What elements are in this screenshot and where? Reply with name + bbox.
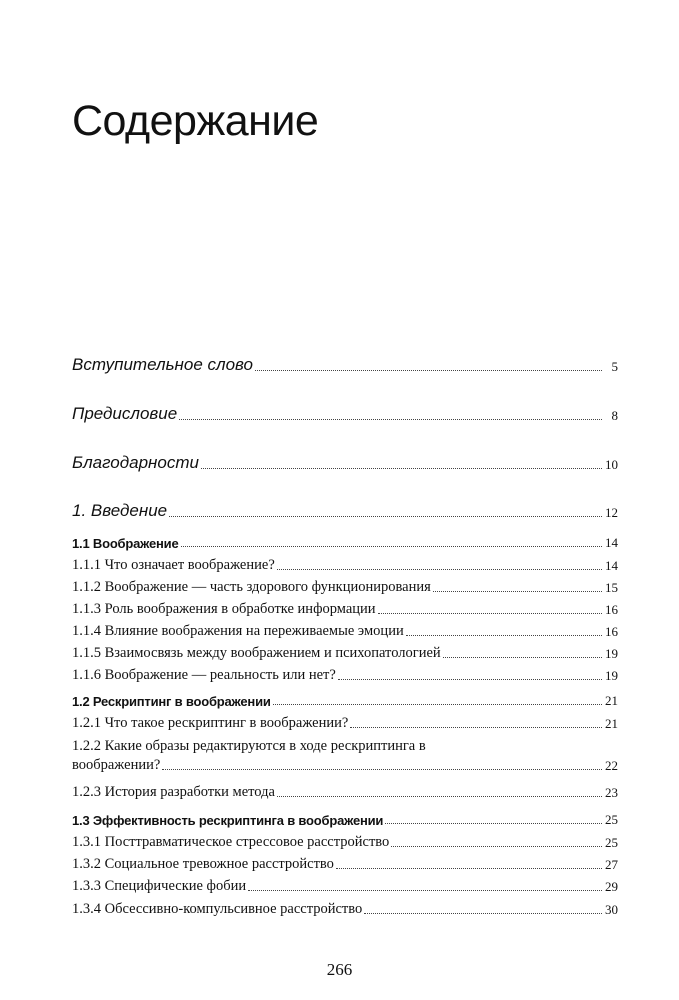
toc-entry-section-1-2: [72, 693, 618, 709]
toc-page-number: 22: [605, 758, 618, 773]
dot-leader: [433, 591, 602, 592]
toc-page-number: 27: [605, 857, 618, 872]
toc-entry-title: 1.1.4 Влияние воображения на переживаемые эмоции: [72, 623, 404, 639]
toc-entry-title: 1.3.2 Социальное тревожное расстройство: [72, 856, 334, 872]
toc-entry-title: 1.1.3 Роль воображения в обработке информации: [72, 601, 376, 617]
toc-entry-1-1-2: [72, 579, 618, 596]
toc-entry-title: Благодарности: [72, 453, 199, 472]
toc-page-number: 23: [605, 785, 618, 800]
toc-entry-last-row: [72, 757, 618, 774]
toc-page-number: 29: [605, 879, 618, 894]
dot-leader: [336, 868, 602, 869]
toc-entry-title: 1.3.3 Специфические фобии: [72, 878, 247, 894]
toc-entry-1-1-5: [72, 645, 618, 662]
toc-entry-title: 1.1 Воображение: [72, 536, 179, 551]
dot-leader: [201, 468, 602, 469]
toc-page-number: 5: [611, 359, 618, 374]
toc-page-number: 19: [605, 668, 618, 683]
toc-page-number: 14: [605, 535, 618, 550]
dot-leader: [406, 635, 602, 636]
toc-entry-section-1-3: [72, 812, 618, 828]
toc-page-number: 16: [605, 602, 618, 617]
toc-entry-title: Предисловие: [72, 404, 178, 423]
toc-entry-1-3-4: [72, 901, 618, 918]
dot-leader: [385, 823, 602, 824]
toc-entry-1-1-1: [72, 557, 618, 574]
dot-leader: [162, 769, 602, 770]
dot-leader: [181, 546, 602, 547]
toc-entry-title: 1.1.2 Воображение — часть здорового функционирования: [72, 579, 431, 595]
toc-entry-title: 1.3.4 Обсессивно-компульсивное расстройство: [72, 901, 363, 917]
toc-page-number: 25: [605, 835, 618, 850]
toc-entry-chapter-1: [72, 501, 618, 521]
toc-entry-title-line-1: 1.2.2 Какие образы редактируются в ходе рескриптинга в: [72, 738, 426, 754]
toc-entry-1-1-3: [72, 601, 618, 618]
toc-page-number: 12: [605, 505, 618, 520]
dot-leader: [277, 569, 602, 570]
toc-page-number: 8: [611, 408, 618, 423]
page-number-footer: 266: [326, 960, 353, 979]
toc-entry-title: 1.1.1 Что означает воображение?: [72, 557, 275, 573]
toc-entry-title: 1.2.1 Что такое рескриптинг в воображении?: [72, 715, 349, 731]
toc-entry-1-1-4: [72, 623, 618, 640]
dot-leader: [179, 419, 602, 420]
dot-leader: [378, 613, 602, 614]
toc-entry-title: 1.3.1 Посттравматическое стрессовое расстройство: [72, 834, 390, 850]
dot-leader: [364, 913, 602, 914]
toc-entry-1-2-2: [72, 738, 618, 774]
dot-leader: [169, 516, 602, 517]
toc-page-number: 25: [605, 812, 618, 827]
toc-entry-1-2-3: [72, 784, 618, 801]
dot-leader: [391, 846, 602, 847]
toc-entry-1-3-2: [72, 856, 618, 873]
toc-entry-preface: [72, 404, 618, 424]
toc-entry-title: 1.2 Рескриптинг в воображении: [72, 694, 271, 709]
toc-entry-foreword-intro: [72, 355, 618, 375]
toc-page-number: 16: [605, 624, 618, 639]
toc-page-number: 21: [605, 693, 618, 708]
toc-page-number: 21: [605, 716, 618, 731]
toc-entry-title: 1.2.3 История разработки метода: [72, 784, 275, 800]
toc-entry-title: 1.3 Эффективность рескриптинга в воображении: [72, 813, 384, 828]
toc-page-number: 15: [605, 580, 618, 595]
toc-entry-section-1-1: [72, 535, 618, 551]
toc-entry-title: 1. Введение: [72, 501, 168, 520]
toc-page-number: 14: [605, 558, 618, 573]
dot-leader: [338, 679, 602, 680]
toc-entry-acknowledgements: [72, 453, 618, 473]
toc-entry-title: Вступительное слово: [72, 355, 253, 374]
dot-leader: [277, 796, 602, 797]
toc-page-number: 19: [605, 646, 618, 661]
dot-leader: [248, 890, 602, 891]
page-title: Содержание: [72, 97, 319, 145]
toc-entry-title: 1.1.6 Воображение — реальность или нет?: [72, 667, 336, 683]
toc-entry-1-1-6: [72, 667, 618, 684]
toc-entry-title-line-2: воображении?: [72, 757, 161, 773]
dot-leader: [273, 704, 602, 705]
toc-page-number: 10: [605, 457, 618, 472]
toc-entry-1-3-3: [72, 878, 618, 895]
dot-leader: [443, 657, 602, 658]
toc-entry-1-2-1: [72, 715, 618, 732]
toc-entry-1-3-1: [72, 834, 618, 851]
toc-page-number: 30: [605, 902, 618, 917]
toc-entry-title: 1.1.5 Взаимосвязь между воображением и психопатологией: [72, 645, 441, 661]
dot-leader: [350, 727, 602, 728]
dot-leader: [255, 370, 602, 371]
